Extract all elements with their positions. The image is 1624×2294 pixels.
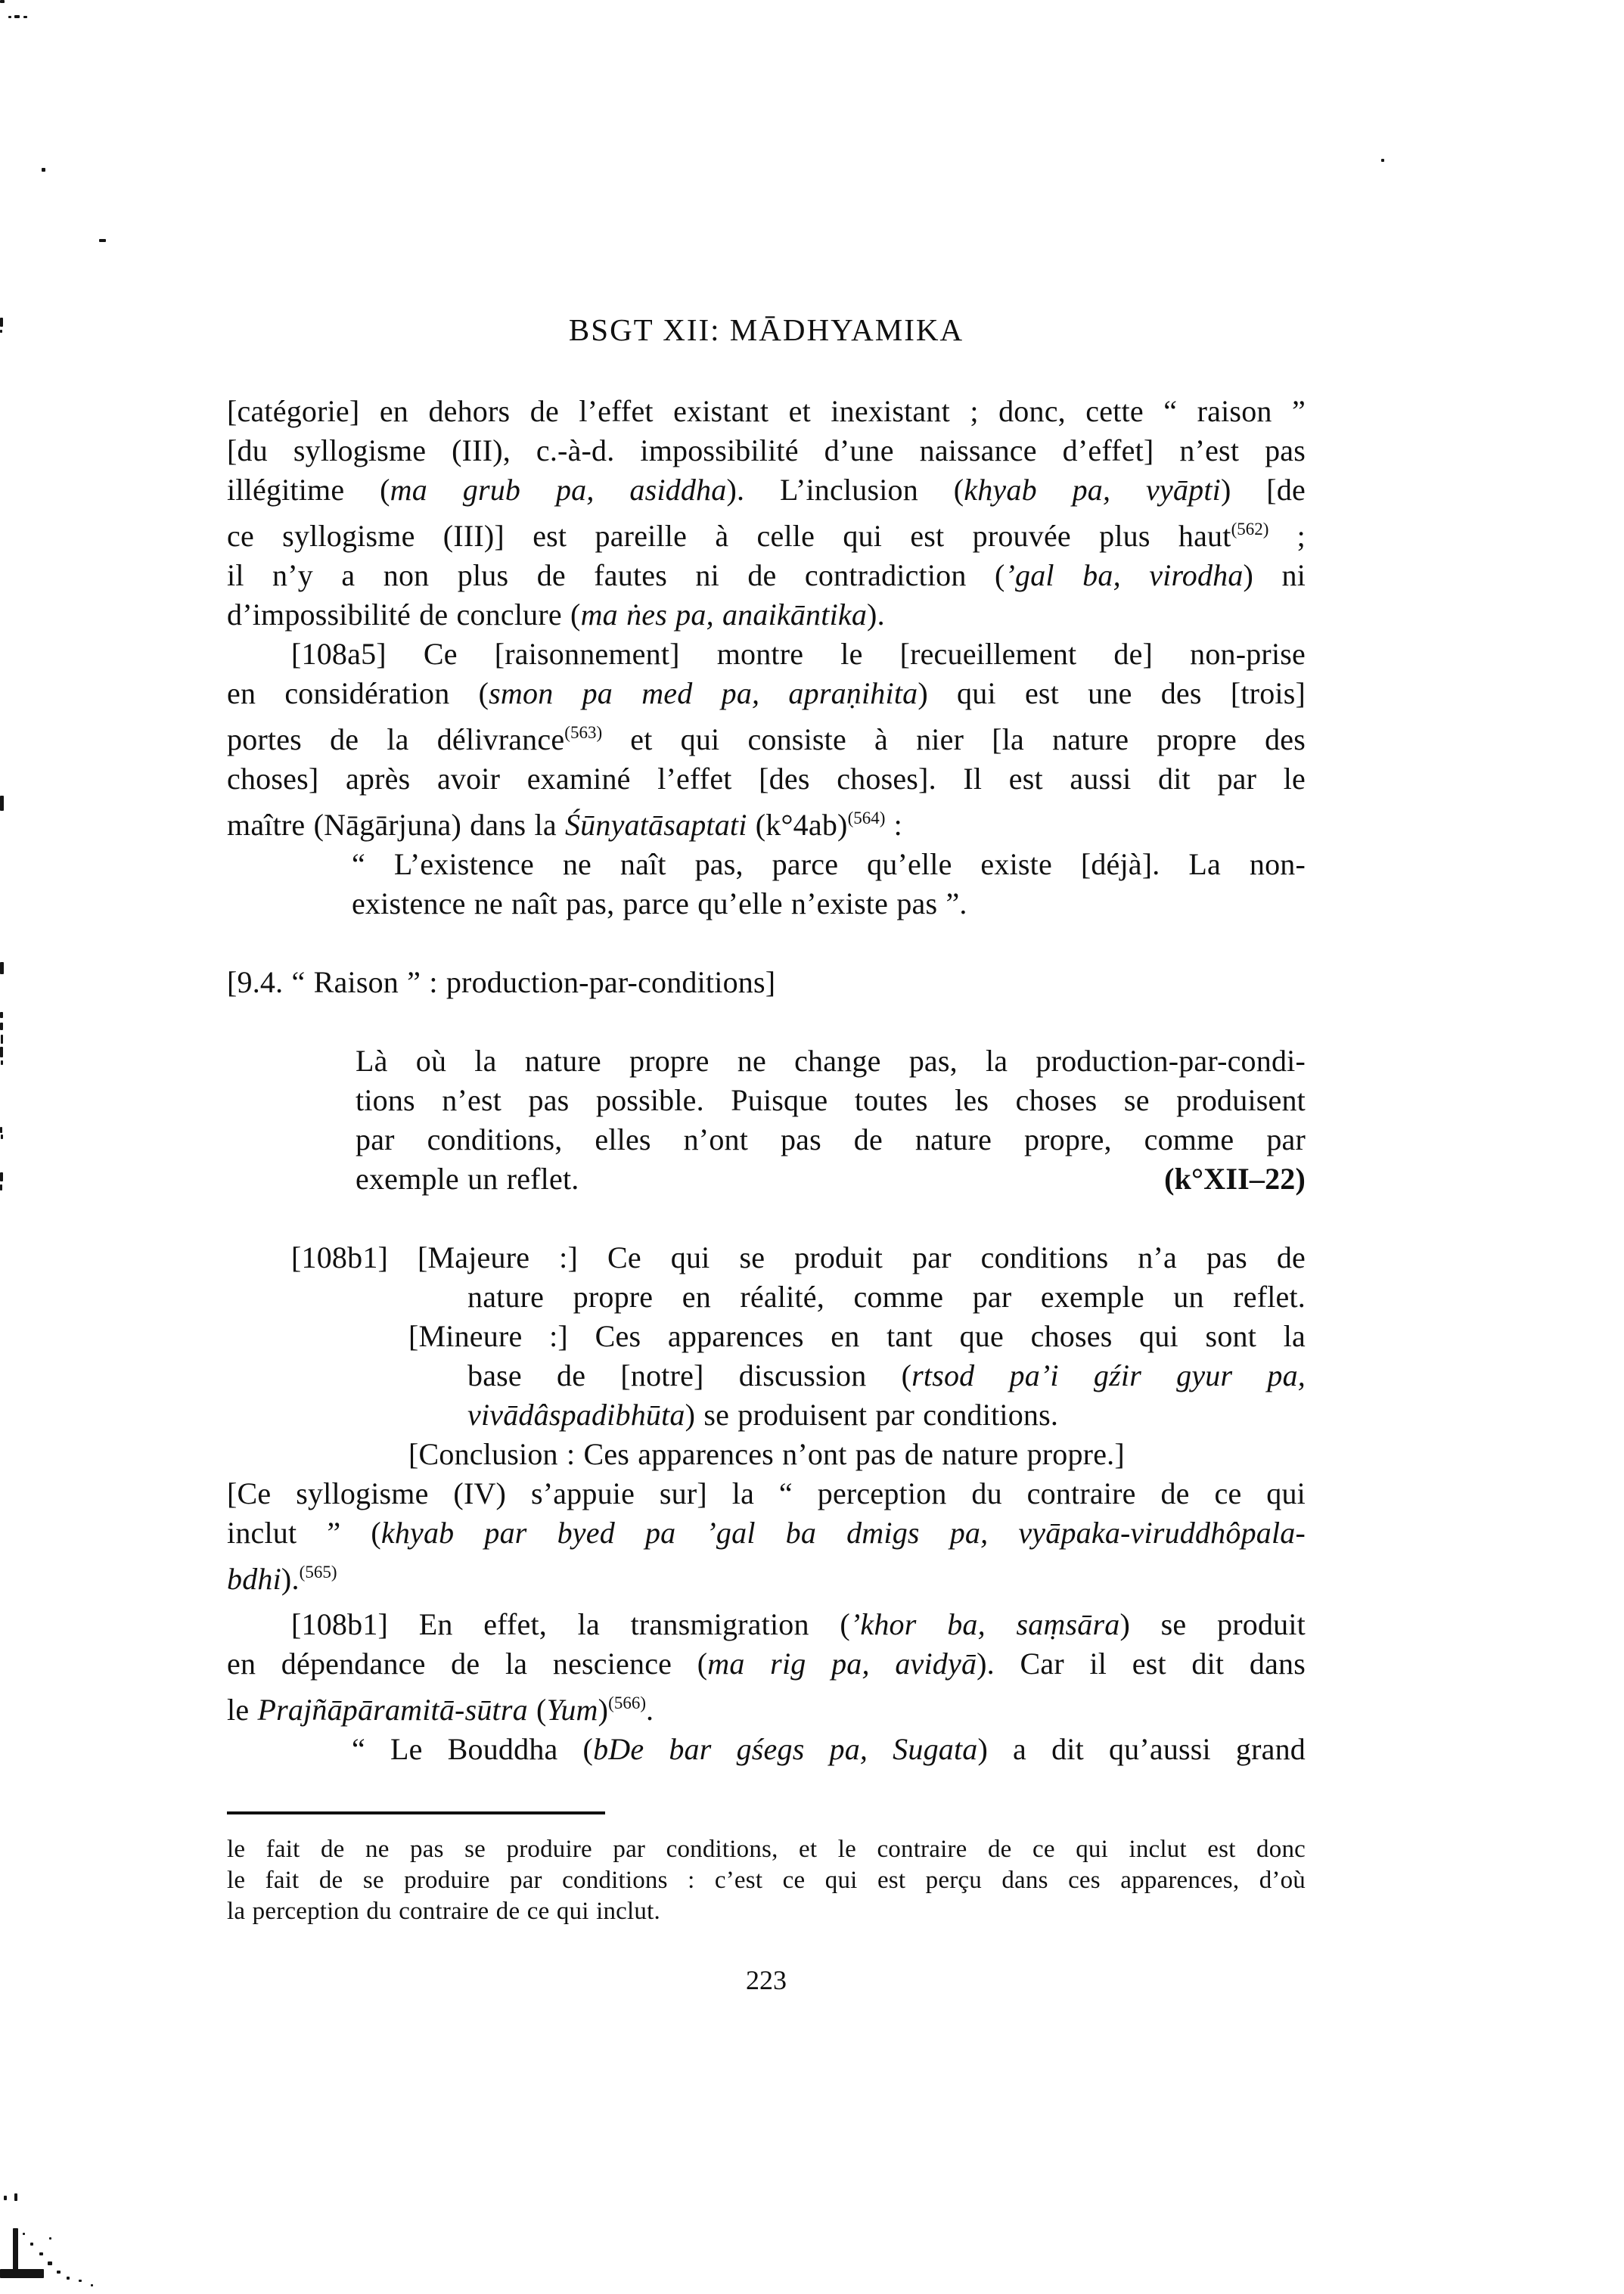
ink-splatter	[14, 2193, 17, 2201]
text-line	[227, 845, 1306, 884]
text-segment: smon pa med pa, apraṇihita	[489, 676, 918, 710]
text-segment: ) a dit qu’aussi grand	[977, 1732, 1306, 1766]
text-segment: ) se produisent par conditions.	[685, 1398, 1059, 1432]
text-segment: [Ce syllogisme (IV) s’appuie sur] la “ perception du contraire de ce qui	[227, 1476, 1306, 1510]
scan-artifact	[1, 1060, 3, 1065]
text-line	[227, 1553, 1306, 1599]
text-line	[227, 470, 1306, 510]
text-segment: tions n’est pas possible. Puisque toutes les choses se produisent	[356, 1083, 1306, 1117]
text-segment: (562)	[1231, 520, 1269, 539]
text-segment: rtsod pa’i gźir gyur pa,	[911, 1358, 1306, 1392]
text-segment: (	[527, 1693, 547, 1727]
text-segment: ma rig pa, avidyā	[707, 1647, 977, 1681]
text-segment: .	[645, 1693, 654, 1727]
paragraph-108a5	[227, 635, 1306, 845]
text-line	[227, 1317, 1306, 1356]
text-segment: ) ni	[1243, 558, 1306, 592]
text-line	[227, 674, 1306, 713]
text-segment: ).	[867, 598, 885, 632]
text-segment: choses] après avoir examiné l’effet [des choses]. Il est aussi dit par le	[227, 762, 1306, 796]
scan-artifact	[0, 796, 4, 811]
scan-artifact	[0, 1023, 3, 1030]
ink-splatter	[30, 2243, 33, 2246]
text-segment: ce syllogisme (III)] est pareille à celle qui est prouvée plus haut	[227, 519, 1231, 553]
text-segment: ’gal ba, virodha	[1005, 558, 1244, 592]
scan-artifact	[1, 1135, 3, 1139]
ink-splatter	[91, 2284, 93, 2286]
text-segment: la perception du contraire de ce qui inclut.	[227, 1898, 660, 1925]
text-segment: le fait de se produire par conditions : c’est ce qui est perçu dans ces apparences, d’où	[227, 1867, 1306, 1894]
scan-artifact	[1381, 159, 1384, 162]
scan-artifact	[8, 16, 11, 18]
text-segment: ). Car il est dit dans	[977, 1647, 1306, 1681]
text-line	[227, 1644, 1306, 1684]
text-segment: inclut ” (	[227, 1516, 381, 1550]
text-segment: exemple un reflet.	[356, 1162, 579, 1196]
verse-k-xii-22	[227, 1041, 1306, 1199]
scan-artifact	[42, 168, 45, 172]
text-segment: [Conclusion : Ces apparences n’ont pas de nature propre.]	[408, 1437, 1125, 1471]
paragraph-continuation	[227, 392, 1306, 635]
text-segment: khyab par byed pa ’gal ba dmigs pa, vyāpaka-viruddhôpala-	[380, 1516, 1306, 1550]
text-segment: le	[227, 1693, 258, 1727]
text-segment: et qui consiste à nier [la nature propre des	[602, 722, 1306, 756]
text-segment: ma ṅes pa, anaikāntika	[580, 598, 868, 632]
text-segment: Là où la nature propre ne change pas, la production-par-condi-	[356, 1044, 1306, 1078]
text-segment: en dépendance de la nescience (	[227, 1647, 708, 1681]
text-line	[227, 1277, 1306, 1317]
footnote-text	[227, 1834, 1306, 1927]
scan-artifact	[0, 1012, 3, 1018]
text-line	[227, 1896, 1306, 1927]
text-segment: illégitime (	[227, 473, 390, 507]
text-segment: [Mineure :] Ces apparences en tant que choses qui sont la	[408, 1319, 1306, 1353]
text-line	[227, 1120, 1306, 1159]
text-line	[227, 963, 1306, 1002]
text-segment: Śūnyatāsaptati	[564, 808, 747, 842]
text-line	[227, 1435, 1306, 1474]
text-line	[227, 1041, 1306, 1081]
text-segment: :	[885, 808, 902, 842]
text-segment: khyab pa, vyāpti	[964, 473, 1221, 507]
text-line	[227, 1513, 1306, 1553]
scan-artifact	[0, 1127, 2, 1133]
paragraph-syllogisme-iv	[227, 1474, 1306, 1599]
text-column	[227, 0, 1306, 1997]
text-segment: (k°XII–22)	[1164, 1162, 1306, 1196]
text-segment: ) se produit	[1119, 1607, 1306, 1641]
scan-artifact	[0, 330, 2, 333]
text-line	[227, 1684, 1306, 1730]
scan-artifact	[0, 318, 3, 327]
ink-splatter	[23, 2233, 25, 2235]
syllogism-108b1	[227, 1238, 1306, 1474]
text-line	[227, 1395, 1306, 1435]
scan-artifact	[0, 1172, 3, 1181]
text-segment: ma grub pa, asiddha	[390, 473, 727, 507]
text-segment: )	[598, 1693, 609, 1727]
ink-splatter	[67, 2277, 70, 2280]
scan-artifact	[23, 16, 27, 18]
ink-splatter	[57, 2271, 61, 2274]
ink-splatter	[79, 2280, 82, 2282]
ink-splatter	[49, 2237, 51, 2240]
section-heading-9-4	[227, 963, 1306, 1002]
text-line	[227, 556, 1306, 595]
scan-artifact	[14, 15, 20, 18]
text-segment: ) [de	[1220, 473, 1306, 507]
text-line	[227, 635, 1306, 674]
text-segment: [9.4. “ Raison ” : production-par-conditions]	[227, 965, 776, 999]
text-segment: [catégorie] en dehors de l’effet existant et inexistant ; donc, cette “ raison ”	[227, 394, 1306, 428]
ink-splatter	[39, 2252, 43, 2255]
scan-artifact	[0, 1047, 3, 1057]
page-number: 223	[746, 1965, 787, 1995]
text-segment: en considération (	[227, 676, 489, 710]
blockquote-bouddha	[227, 1730, 1306, 1769]
text-line	[227, 392, 1306, 431]
text-line	[227, 1730, 1306, 1769]
text-segment: portes de la délivrance	[227, 722, 565, 756]
text-segment: [108b1] [Majeure :] Ce qui se produit par conditions n’a pas de	[291, 1240, 1306, 1274]
scan-artifact	[0, 1184, 2, 1190]
text-segment: bdhi	[227, 1562, 281, 1596]
text-segment: (564)	[847, 809, 886, 827]
text-line	[227, 884, 1306, 923]
blockquote-sunyatasaptati	[227, 845, 1306, 923]
text-segment: ). L’inclusion (	[726, 473, 964, 507]
text-segment: vivādâspadibhūta	[467, 1398, 685, 1432]
text-line	[227, 1081, 1306, 1120]
footnote-separator	[227, 1811, 605, 1814]
ink-splatter	[48, 2261, 52, 2265]
text-segment: (565)	[299, 1563, 337, 1582]
text-segment: base de [notre] discussion (	[467, 1358, 912, 1392]
text-line	[227, 510, 1306, 556]
text-segment: ) qui est une des [trois]	[918, 676, 1306, 710]
running-header: BSGT XII: MĀDHYAMIKA	[568, 312, 964, 347]
text-segment: [108a5] Ce [raisonnement] montre le [recueillement de] non-prise	[291, 637, 1306, 671]
text-segment: ).	[281, 1562, 300, 1596]
ink-splatter	[13, 2228, 18, 2272]
text-segment: ;	[1268, 519, 1306, 553]
text-line	[227, 1865, 1306, 1896]
paragraph-108b1-en-effet	[227, 1605, 1306, 1730]
text-segment: “ Le Bouddha (	[352, 1732, 594, 1766]
text-line	[227, 1474, 1306, 1513]
text-segment: maître (Nāgārjuna) dans la	[227, 808, 565, 842]
text-segment: (566)	[608, 1693, 646, 1712]
text-segment: existence ne naît pas, parce qu’elle n’existe pas ”.	[352, 886, 967, 920]
text-segment: ’khor ba, saṃsāra	[849, 1607, 1120, 1641]
text-segment: bDe bar gśegs pa, Sugata	[593, 1732, 978, 1766]
text-line	[227, 1605, 1306, 1644]
text-line	[227, 799, 1306, 845]
text-line	[227, 1356, 1306, 1395]
scan-artifact	[0, 962, 4, 974]
text-segment: [108b1] En effet, la transmigration (	[291, 1607, 850, 1641]
text-line	[227, 1238, 1306, 1277]
scan-artifact	[0, 0, 5, 3]
text-segment: Yum	[546, 1693, 598, 1727]
text-segment: nature propre en réalité, comme par exemple un reflet.	[467, 1280, 1306, 1314]
scan-artifact	[4, 2196, 7, 2200]
text-line	[227, 759, 1306, 799]
scan-artifact	[1, 1035, 3, 1044]
text-line	[227, 1159, 1306, 1199]
ink-splatter	[0, 2269, 44, 2278]
text-segment: d’impossibilité de conclure (	[227, 598, 581, 632]
text-line	[227, 595, 1306, 635]
text-line	[227, 713, 1306, 759]
text-segment: il n’y a non plus de fautes ni de contradiction (	[227, 558, 1005, 592]
text-segment: (k°4ab)	[747, 808, 848, 842]
text-segment: le fait de ne pas se produire par conditions, et le contraire de ce qui inclut est donc	[227, 1836, 1306, 1863]
text-segment: Prajñāpāramitā-sūtra	[257, 1693, 528, 1727]
text-line	[227, 431, 1306, 470]
text-segment: (563)	[564, 723, 603, 742]
scan-artifact	[99, 239, 106, 242]
text-line	[227, 1834, 1306, 1865]
text-segment: [du syllogisme (III), c.-à-d. impossibilité d’une naissance d’effet] n’est pas	[227, 433, 1306, 467]
text-segment: “ L’existence ne naît pas, parce qu’elle existe [déjà]. La non-	[352, 847, 1306, 881]
text-segment: par conditions, elles n’ont pas de nature propre, comme par	[356, 1122, 1306, 1156]
